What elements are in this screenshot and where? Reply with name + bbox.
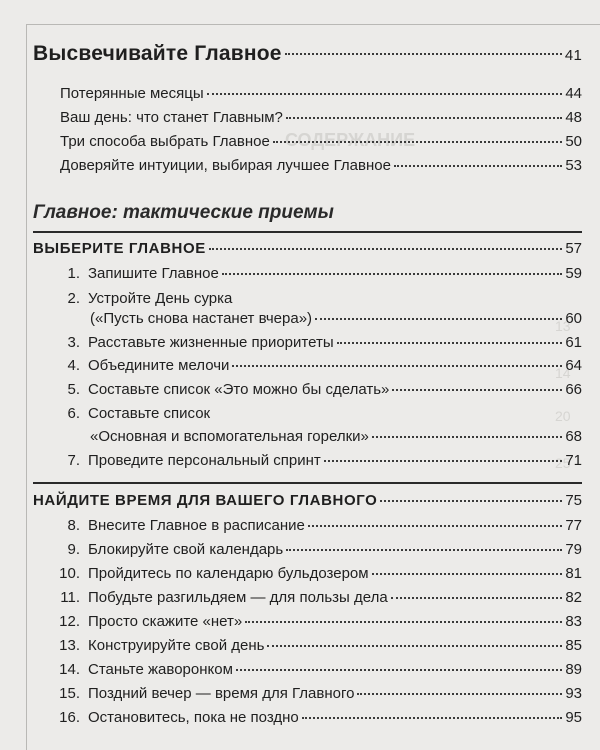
toc-entry[interactable] (52, 265, 582, 282)
entry-page: 68 (565, 428, 582, 445)
entry-number: 16. (59, 709, 80, 726)
dot-leader (337, 342, 563, 344)
entry-title: Составьте список (88, 405, 211, 422)
dot-leader (392, 389, 562, 391)
toc-entry[interactable] (52, 637, 582, 654)
entry-page: 61 (565, 334, 582, 351)
entry-title: Запишите Главное (88, 265, 219, 282)
entry-number: 8. (67, 517, 80, 534)
dot-leader (207, 93, 563, 95)
part-title: Высвечивайте Главное (33, 42, 282, 65)
entry-title-continued: «Основная и вспомогательная горелки» (90, 428, 369, 445)
entry-number: 12. (59, 613, 80, 630)
entry-page: 79 (565, 541, 582, 558)
entry-page: 66 (565, 381, 582, 398)
dot-leader (394, 165, 562, 167)
entry-page: 93 (565, 685, 582, 702)
dot-leader (222, 273, 562, 275)
bleed-through-number: 25 (555, 455, 571, 471)
entry-page: 53 (565, 157, 582, 174)
entry-page: 59 (565, 265, 582, 282)
section-page: 57 (565, 240, 582, 257)
bleed-through-number: 20 (555, 408, 571, 424)
entry-number: 11. (60, 589, 80, 606)
dot-leader (209, 248, 562, 250)
toc-entry-continuation[interactable] (90, 428, 582, 445)
toc-section-heading[interactable] (33, 240, 582, 257)
entry-title: Потерянные месяцы (60, 85, 204, 102)
dot-leader (308, 525, 562, 527)
entry-title: Внесите Главное в расписание (88, 517, 305, 534)
entry-number: 14. (59, 661, 80, 678)
bleed-through-heading: СОДЕРЖАНИЕ (285, 130, 416, 150)
entry-number: 15. (59, 685, 80, 702)
entry-page: 81 (565, 565, 582, 582)
toc-part-heading[interactable] (33, 42, 582, 66)
dot-leader (391, 597, 563, 599)
entry-number: 1. (67, 265, 80, 282)
entry-number: 4. (67, 357, 80, 374)
toc-entry[interactable] (52, 405, 582, 422)
entry-title: Побудьте разгильдяем — для пользы дела (88, 589, 388, 606)
entry-page: 48 (565, 109, 582, 126)
entry-number: 9. (67, 541, 80, 558)
dot-leader (372, 573, 563, 575)
toc-entry[interactable] (52, 290, 582, 307)
dot-leader (324, 460, 563, 462)
toc-entry[interactable] (52, 613, 582, 630)
entry-title: Ваш день: что станет Главным? (60, 109, 283, 126)
entry-title: Расставьте жизненные приоритеты (88, 334, 334, 351)
entry-title: Блокируйте свой календарь (88, 541, 284, 558)
toc-entry[interactable] (52, 661, 582, 678)
part-page: 41 (564, 47, 582, 64)
dot-leader (273, 141, 563, 143)
toc-entry[interactable] (52, 452, 582, 469)
entry-page: 77 (565, 517, 582, 534)
tactics-heading: Главное: тактические приемы (33, 202, 334, 223)
dot-leader (372, 436, 562, 438)
entry-number: 10. (59, 565, 80, 582)
toc-entry[interactable] (60, 133, 582, 150)
entry-title: Доверяйте интуиции, выбирая лучшее Главное (60, 157, 391, 174)
entry-title: Устройте День сурка (88, 290, 233, 307)
section-page: 75 (565, 492, 582, 509)
entry-page: 71 (565, 452, 582, 469)
entry-page: 89 (565, 661, 582, 678)
toc-section-heading[interactable] (33, 492, 582, 509)
toc-entry[interactable] (52, 709, 582, 726)
toc-entry[interactable] (60, 85, 582, 102)
entry-page: 85 (565, 637, 582, 654)
dot-leader (267, 645, 562, 647)
dot-leader (380, 500, 562, 502)
entry-title: Три способа выбрать Главное (60, 133, 270, 150)
bleed-through-number: 14 (555, 365, 571, 381)
entry-page: 64 (565, 357, 582, 374)
entry-title: Проведите персональный спринт (88, 452, 321, 469)
entry-number: 2. (67, 290, 80, 307)
entry-title: Просто скажите «нет» (88, 613, 243, 630)
entry-page: 50 (565, 133, 582, 150)
dot-leader (285, 53, 562, 55)
section-rule (33, 231, 582, 233)
entry-title: Составьте список «Это можно бы сделать» (88, 381, 390, 398)
entry-number: 5. (67, 381, 80, 398)
toc-entry[interactable] (52, 517, 582, 534)
page-frame-left (26, 24, 27, 750)
toc-entry[interactable] (52, 357, 582, 374)
entry-title: Конструируйте свой день (88, 637, 265, 654)
toc-entry[interactable] (52, 381, 582, 398)
entry-page: 60 (565, 310, 582, 327)
toc-entry[interactable] (52, 685, 582, 702)
entry-title: Станьте жаворонком (88, 661, 233, 678)
entry-page: 82 (565, 589, 582, 606)
entry-title: Поздний вечер — время для Главного (88, 685, 355, 702)
entry-number: 3. (67, 334, 80, 351)
entry-number: 6. (67, 405, 80, 422)
toc-entry[interactable] (60, 109, 582, 126)
entry-number: 7. (67, 452, 80, 469)
toc-entry[interactable] (52, 541, 582, 558)
toc-entry[interactable] (52, 334, 582, 351)
toc-entry[interactable] (52, 565, 582, 582)
entry-page: 44 (565, 85, 582, 102)
toc-entry[interactable] (52, 589, 582, 606)
entry-page: 95 (565, 709, 582, 726)
entry-page: 83 (565, 613, 582, 630)
dot-leader (302, 717, 563, 719)
entry-title: Объедините мелочи (88, 357, 230, 374)
dot-leader (236, 669, 562, 671)
dot-leader (357, 693, 562, 695)
bleed-through-number: 13 (555, 318, 571, 334)
dot-leader (232, 365, 562, 367)
section-title: НАЙДИТЕ ВРЕМЯ ДЛЯ ВАШЕГО ГЛАВНОГО (33, 492, 378, 509)
dot-leader (315, 318, 562, 320)
toc-entry[interactable] (60, 157, 582, 174)
entry-title: Остановитесь, пока не поздно (88, 709, 299, 726)
dot-leader (245, 621, 562, 623)
entry-number: 13. (59, 637, 80, 654)
toc-entry-continuation[interactable] (90, 310, 582, 327)
page-frame-top (26, 24, 600, 25)
section-title: ВЫБЕРИТЕ ГЛАВНОЕ (33, 240, 206, 257)
dot-leader (286, 117, 562, 119)
entry-title-continued: («Пусть снова настанет вчера») (90, 310, 313, 327)
section-rule (33, 482, 582, 484)
entry-title: Пройдитесь по календарю бульдозером (88, 565, 369, 582)
dot-leader (286, 549, 562, 551)
